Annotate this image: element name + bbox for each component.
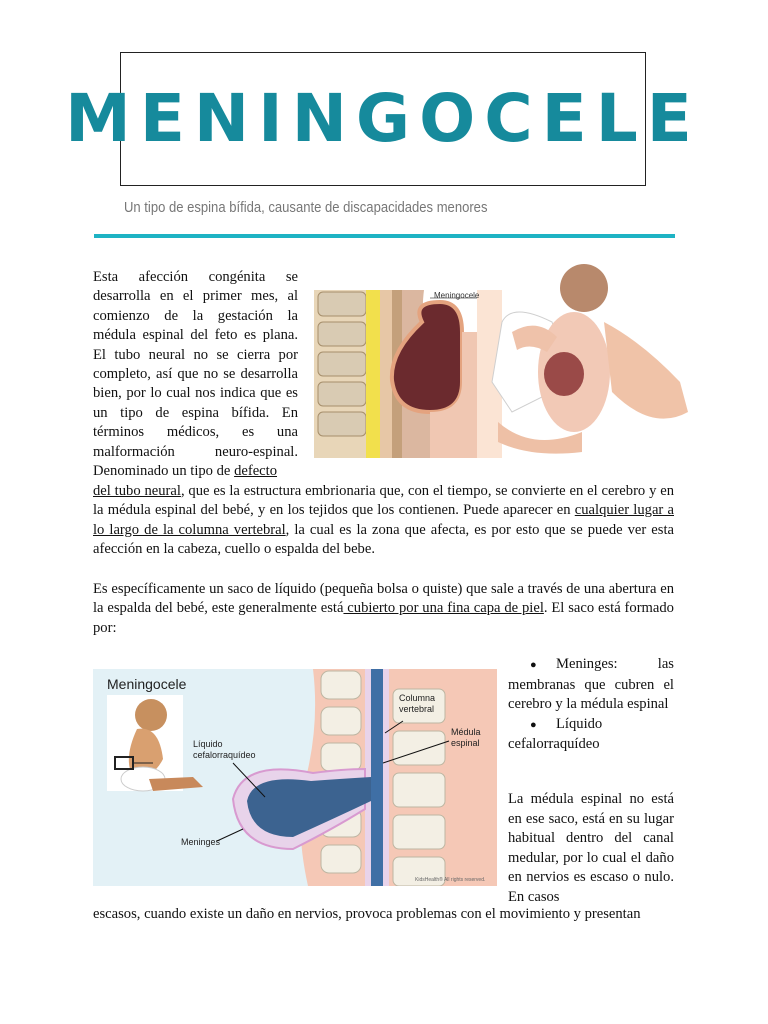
list-item: ● Meninges: las membranas que cubren el cerebro y la médula espinal [508,656,674,713]
page-subtitle: Un tipo de espina bífida, causante de discapacidades menores [124,200,488,216]
figure2-credit: KidsHealth® All rights reserved. [415,877,486,883]
header-divider [94,234,675,238]
intro-text-2: , que es la estructura embrionaria que, con el tiempo, se convierte en el cerebro y en la médula espinal del bebé, y en los tejidos que los contienen. Puede aparecer en [93,483,674,519]
label-medula-espinal: Médula espinal [451,727,481,748]
list-item: ● Líquido cefalorraquídeo [508,715,603,753]
meningocele-diagram [93,669,497,886]
label-meninges: Meninges [181,837,221,847]
nerve-paragraph-continued: escasos, cuando existe un daño en nervios, provoca problemas con el movimiento y presentan [93,906,641,922]
intro-text: Esta afección congénita se desarrolla en el primer mes, al comienzo de la gestación la médula espinal del feto es plana. El tubo neural no se cierra por completo, así que no se desarrolla bien, por lo cual nos indica que es un tipo de espina bífida. En términos médicos, es una malformación neuro-espinal. Denominado un tipo de [93,269,298,480]
label-columna-vertebral: Columna vertebral [399,693,436,714]
sac-paragraph [93,580,674,638]
nerve-paragraph: La médula espinal no está en ese saco, está en su lugar habitual dentro del canal medular, por lo cual el daño en nervios es escaso o nulo. En casos [508,791,674,905]
title-box [65,52,701,186]
meningocele-illustration-top [312,262,688,458]
bullet-icon: ● [530,659,537,671]
figure1-label: Meningocele [434,291,480,300]
link-piel[interactable]: cubierto por una fina capa de piel [343,600,544,617]
bullet-icon: ● [530,718,537,731]
structure-list [508,655,674,755]
sac-text-1: Es específicamente un saco de líquido (pequeña bolsa o quiste) que sale a través de una abertura en la espalda del bebé, este generalmente está [93,581,674,617]
link-columna[interactable]: cualquier lugar a lo largo de la columna vertebral [93,502,674,538]
page-title: MENINGOCELE [65,80,701,157]
figure2-title: Meningocele [107,676,187,692]
intro-paragraph [93,268,298,481]
link-tubo-neural[interactable]: del tubo neural [93,483,181,499]
intro-text-3: , la cual es la zona que afecta, es por esto que se puede ver esta afección en la cabeza, cuello o espalda del bebe. [93,521,674,558]
label-liquido: Líquido cefalorraquídeo [193,739,256,760]
intro-paragraph-continued [93,482,674,560]
sac-text-2: . El saco está formado por: [93,600,674,636]
link-defecto[interactable]: defecto [234,463,278,480]
